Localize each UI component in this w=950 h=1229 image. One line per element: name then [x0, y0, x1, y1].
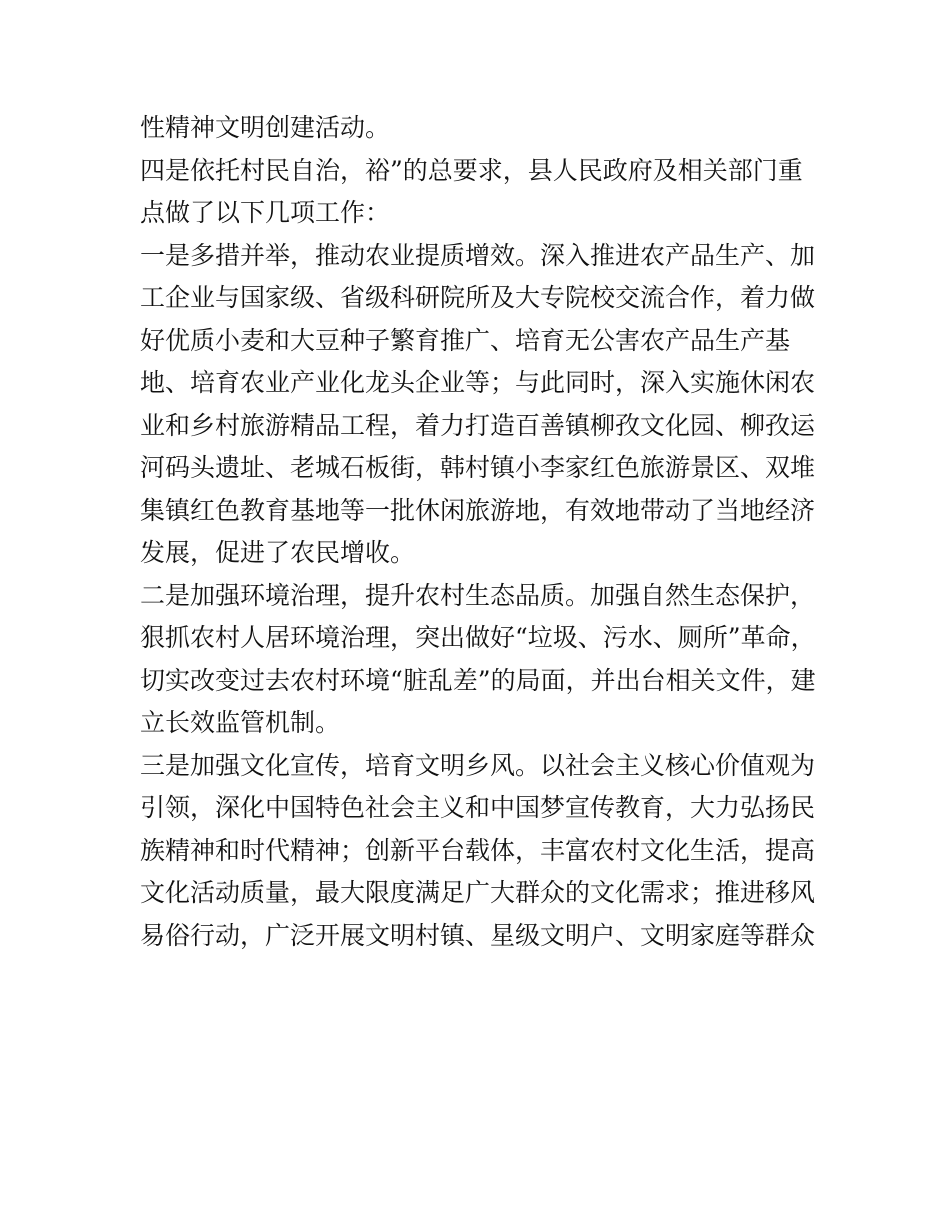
text-line: 切实改变过去农村环境“脏乱差”的局面，并出台相关文件，建	[140, 665, 816, 695]
text-line: 地、培育农业产业化龙头企业等；与此同时，深入实施休闲农	[140, 368, 816, 397]
text-line: 集镇红色教育基地等一批休闲旅游地，有效地带动了当地经济	[140, 495, 816, 525]
text-line: 立长效监管机制。	[140, 708, 341, 737]
text-line: 引领，深化中国特色社会主义和中国梦宣传教育，大力弘扬民	[140, 793, 816, 822]
text-line: 点做了以下几项工作：	[140, 198, 391, 227]
text-line: 易俗行动，广泛开展文明村镇、星级文明户、文明家庭等群众	[140, 920, 816, 950]
text-line: 性精神文明创建活动。	[140, 113, 391, 142]
text-line: 河码头遗址、老城石板街，韩村镇小李家红色旅游景区、双堆	[140, 453, 816, 482]
text-line: 四是依托村民自治，裕”的总要求，县人民政府及相关部门重	[140, 155, 803, 185]
text-line: 工企业与国家级、省级科研院所及大专院校交流合作，着力做	[140, 283, 816, 312]
text-line: 发展，促进了农民增收。	[140, 538, 416, 567]
text-line: 三是加强文化宣传，培育文明乡风。以社会主义核心价值观为	[140, 750, 816, 780]
text-line: 好优质小麦和大豆种子繁育推广、培育无公害农产品生产基	[140, 325, 791, 355]
text-line: 业和乡村旅游精品工程，着力打造百善镇柳孜文化园、柳孜运	[140, 410, 816, 440]
text-line: 一是多措并举，推动农业提质增效。深入推进农产品生产、加	[140, 240, 816, 270]
text-line: 二是加强环境治理，提升农村生态品质。加强自然生态保护，	[140, 580, 816, 610]
text-line: 文化活动质量，最大限度满足广大群众的文化需求；推进移风	[140, 878, 816, 907]
text-line: 狠抓农村人居环境治理，突出做好“垃圾、污水、厕所”革命，	[140, 623, 816, 652]
body-text	[140, 107, 830, 957]
text-line: 族精神和时代精神；创新平台载体，丰富农村文化生活，提高	[140, 835, 816, 865]
